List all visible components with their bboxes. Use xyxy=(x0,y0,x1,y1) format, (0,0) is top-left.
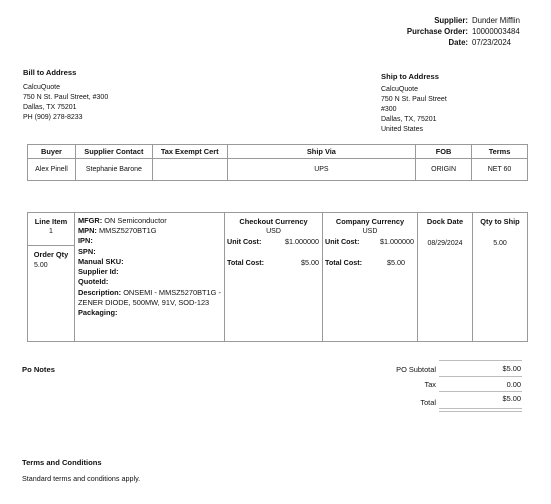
bill-to-title: Bill to Address xyxy=(23,68,77,77)
ship-via-cell: UPS xyxy=(227,159,416,181)
checkout-unit-cost-value: $1.000000 xyxy=(285,236,319,246)
tax-exempt-cert-header: Tax Exempt Cert xyxy=(152,145,227,159)
checkout-currency-column xyxy=(225,213,323,341)
terms-title: Terms and Conditions xyxy=(22,458,102,467)
totals-double-rule xyxy=(439,411,522,412)
description-value: ONSEMI - MMSZ5270BT1G - ZENER DIODE, 500MW, 91V, SOD-123 xyxy=(78,287,221,307)
date-row xyxy=(372,38,511,48)
qty-to-ship-label: Qty to Ship xyxy=(480,217,520,226)
order-info-table xyxy=(27,144,528,181)
quote-id-label: QuoteId: xyxy=(78,277,109,287)
supplier-contact-cell: Stephanie Barone xyxy=(75,159,152,181)
line-item-value: 1 xyxy=(49,227,53,235)
unit-cost-label: Unit Cost: xyxy=(325,236,360,246)
po-subtotal-value: $5.00 xyxy=(502,364,521,373)
qty-to-ship-value: 5.00 xyxy=(493,239,507,247)
tax-exempt-cert-cell xyxy=(152,159,227,181)
bill-to-line: CalcuQuote xyxy=(23,83,60,91)
totals-top-rule xyxy=(439,360,522,361)
manual-sku-label: Manual SKU: xyxy=(78,256,124,266)
bill-to-line: 750 N St. Paul Street, #300 xyxy=(23,94,109,101)
ship-to-line: United States xyxy=(381,126,424,134)
ship-to-line: Dallas, TX, 75201 xyxy=(381,116,437,124)
totals-rule xyxy=(439,391,522,392)
total-cost-label: Total Cost: xyxy=(325,258,362,268)
ship-to-address xyxy=(381,72,447,136)
fob-header: FOB xyxy=(416,145,472,159)
mfgr-row xyxy=(78,216,224,226)
checkout-unit-cost-row xyxy=(225,237,322,246)
purchase-order-label: Purchase Order: xyxy=(406,27,468,36)
checkout-total-cost-row xyxy=(225,258,322,267)
company-currency-value: USD xyxy=(362,227,378,235)
supplier-label: Supplier: xyxy=(434,16,468,25)
terms-cell: NET 60 xyxy=(472,159,528,181)
company-unit-cost-value: $1.000000 xyxy=(380,236,414,246)
description-row xyxy=(78,288,224,308)
purchase-order-value: 10000003484 xyxy=(472,27,520,36)
line-item-divider xyxy=(28,245,74,246)
line-item-column xyxy=(28,213,75,341)
order-qty-value: 5.00 xyxy=(34,262,48,269)
dock-date-column xyxy=(418,213,473,341)
mfgr-value: ON Semiconductor xyxy=(104,216,167,225)
ship-via-header: Ship Via xyxy=(227,145,416,159)
company-total-cost-value: $5.00 xyxy=(387,258,405,268)
total-label: Total xyxy=(420,398,436,407)
bill-to-line: PH (909) 278-8233 xyxy=(23,114,83,122)
ship-to-title: Ship to Address xyxy=(381,72,439,81)
po-subtotal-label: PO Subtotal xyxy=(396,365,436,374)
buyer-cell: Alex Pinell xyxy=(28,159,76,181)
bill-to-address xyxy=(23,68,108,123)
buyer-header: Buyer xyxy=(28,145,76,159)
terms-text: Standard terms and conditions apply. xyxy=(22,474,141,483)
line-item-table xyxy=(27,212,528,342)
company-total-cost-row xyxy=(323,258,417,267)
dock-date-value: 08/29/2024 xyxy=(427,239,463,247)
purchase-order-row xyxy=(372,27,520,37)
description-label: Description: xyxy=(78,287,122,297)
line-item-label: Line Item xyxy=(34,217,68,226)
mpn-value: MMSZ5270BT1G xyxy=(98,226,157,236)
supplier-contact-header: Supplier Contact xyxy=(75,145,152,159)
spn-label: SPN: xyxy=(78,246,96,256)
company-currency-label: Company Currency xyxy=(335,217,405,226)
dock-date-label: Dock Date xyxy=(426,217,464,226)
tax-value: 0.00 xyxy=(506,380,521,389)
total-cost-label: Total Cost: xyxy=(227,258,264,268)
order-qty-label: Order Qty xyxy=(33,250,69,259)
fob-cell: ORIGIN xyxy=(416,159,472,181)
ship-to-line: 750 N St. Paul Street xyxy=(381,96,447,103)
company-currency-column xyxy=(323,213,418,341)
totals-rule xyxy=(439,376,522,377)
supplier-id-label: Supplier Id: xyxy=(78,267,119,277)
packaging-label: Packaging: xyxy=(78,307,118,317)
supplier-value: Dunder Mifflin xyxy=(472,16,520,25)
date-label: Date: xyxy=(448,38,468,47)
supplier-row xyxy=(372,16,520,26)
checkout-currency-value: USD xyxy=(266,227,281,235)
date-value: 07/23/2024 xyxy=(472,38,512,47)
company-unit-cost-row xyxy=(323,237,417,246)
total-value: $5.00 xyxy=(502,394,521,403)
checkout-total-cost-value: $5.00 xyxy=(301,258,319,268)
mpn-label: MPN: xyxy=(78,226,97,236)
totals-rule xyxy=(439,408,522,409)
ship-to-line: CalcuQuote xyxy=(381,85,418,93)
order-info-row xyxy=(28,159,528,181)
ipn-label: IPN: xyxy=(78,236,93,246)
part-details-column xyxy=(75,213,225,341)
qty-to-ship-column xyxy=(473,213,527,341)
unit-cost-label: Unit Cost: xyxy=(227,236,262,246)
mfgr-label: MFGR: xyxy=(78,216,103,225)
mpn-row xyxy=(78,226,224,236)
tax-label: Tax xyxy=(424,380,436,389)
terms-header: Terms xyxy=(472,145,528,159)
checkout-currency-label: Checkout Currency xyxy=(239,217,308,226)
po-notes-title: Po Notes xyxy=(22,365,55,374)
ship-to-line: #300 xyxy=(381,106,397,114)
bill-to-line: Dallas, TX 75201 xyxy=(23,104,77,112)
order-info-header-row xyxy=(28,145,528,159)
